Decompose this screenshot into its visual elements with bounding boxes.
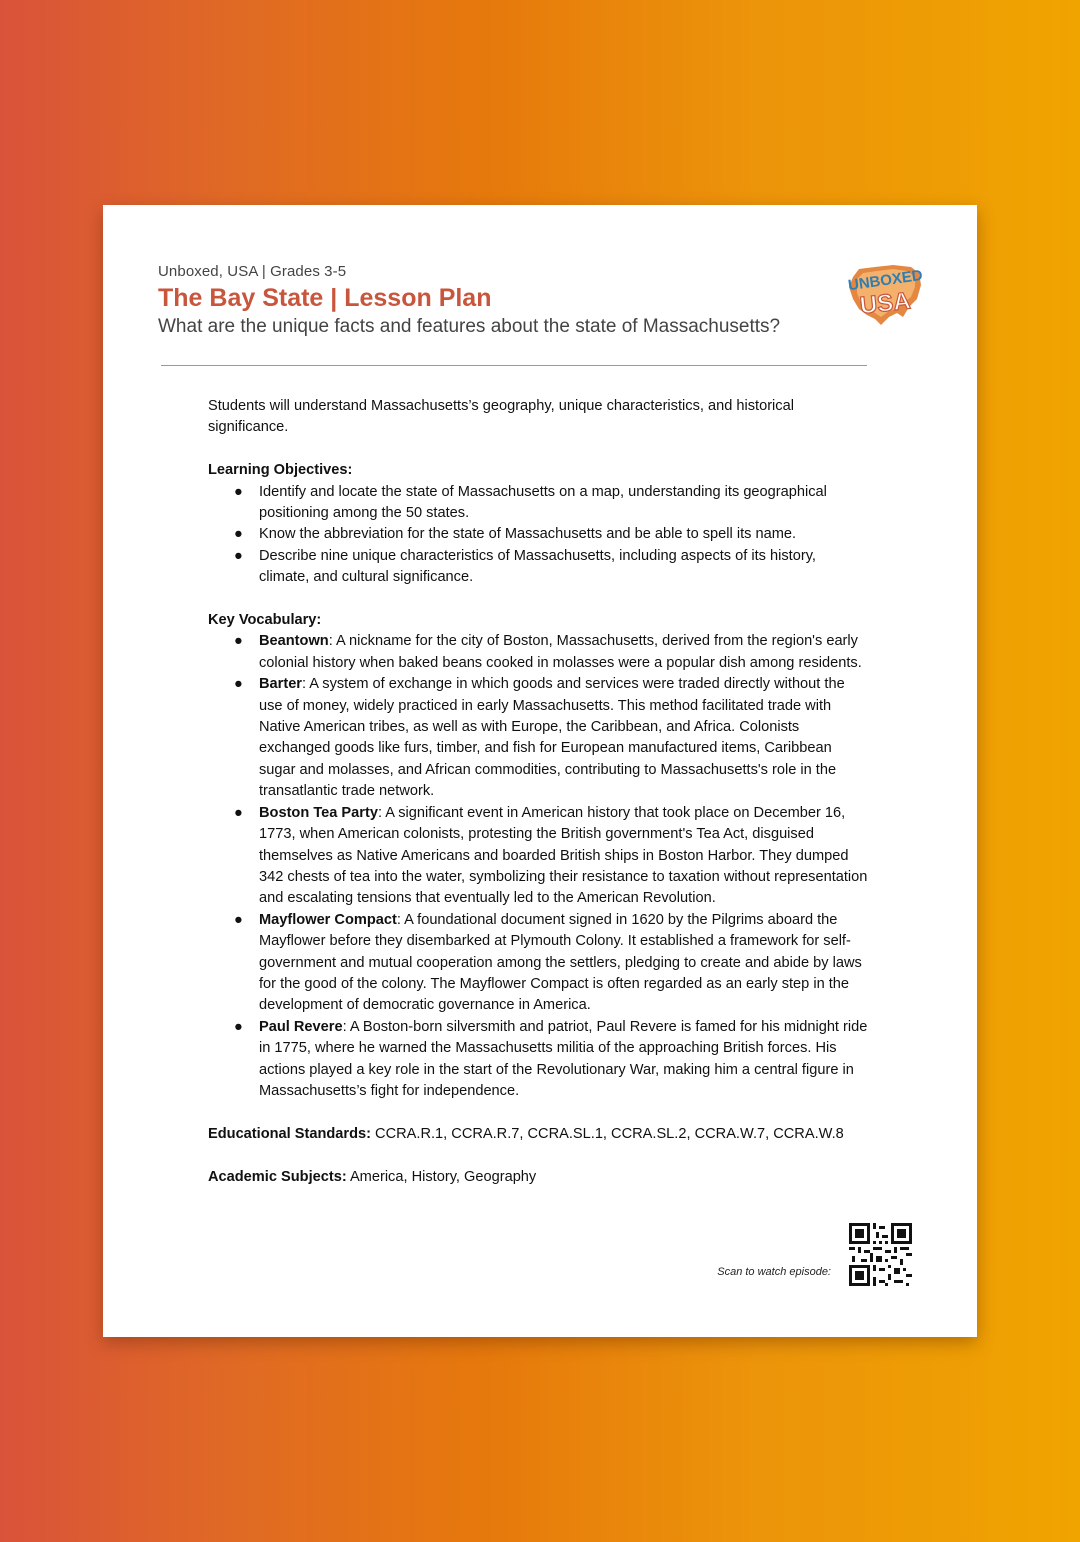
qr-code-icon	[849, 1223, 912, 1286]
header-divider	[161, 365, 867, 366]
vocab-term: Barter	[259, 676, 302, 693]
bullet-icon: ●	[234, 483, 243, 500]
vocab-term: Boston Tea Party	[259, 804, 378, 821]
vocab-item	[234, 803, 870, 910]
vocab-term: Beantown	[259, 633, 329, 650]
vocab-definition: : A significant event in American history that took place on December 16, 1773, when American colonists, protesting the British government's Tea Act, disguised themselves as Native Americans and boarded British ships in Boston Harbor. They dumped 342 chests of tea into the water, symbolizing their resistance to taxation without representation and escalating tensions that eventually led to the American Revolution.	[259, 804, 868, 907]
bullet-icon: ●	[234, 911, 243, 928]
subjects-label: Academic Subjects:	[208, 1168, 347, 1185]
header-subtitle: Unboxed, USA | Grades 3-5	[158, 263, 347, 280]
vocabulary-heading: Key Vocabulary:	[208, 612, 322, 629]
lesson-plan-page	[103, 205, 977, 1337]
vocab-definition: : A system of exchange in which goods and services were traded directly without the use of money, widely practiced in early Massachusetts. This method facilitated trade with Native American tribes, as well as with Europe, the Caribbean, and Africa. Colonists exchanged goods like furs, timber, and fish for European manufactured items, Caribbean sugar and molasses, and African commodities, contributing to Massachusetts's role in the transatlantic trade network.	[259, 676, 845, 800]
header	[158, 263, 838, 338]
subjects-value: America, History, Geography	[346, 1168, 537, 1185]
vocab-term: Mayflower Compact	[259, 911, 397, 928]
objectives-list	[208, 482, 870, 589]
vocab-term: Paul Revere	[259, 1018, 343, 1035]
vocab-item	[234, 631, 870, 674]
objectives-heading: Learning Objectives:	[208, 462, 353, 479]
svg-text:UNBOXED: UNBOXED	[847, 266, 924, 295]
vocab-item	[234, 1017, 870, 1103]
qr-code[interactable]	[849, 1223, 912, 1286]
vocab-item	[234, 674, 870, 802]
qr-caption: Scan to watch episode:	[717, 1266, 831, 1278]
bullet-icon: ●	[234, 633, 243, 650]
vocab-item	[234, 910, 870, 1017]
unboxed-usa-logo	[845, 255, 927, 333]
bullet-icon: ●	[234, 526, 243, 543]
vocab-definition: : A nickname for the city of Boston, Massachusetts, derived from the region's early colonial history when baked beans cooked in molasses were a popular dish among residents.	[259, 633, 862, 671]
intro-text: Students will understand Massachusetts’s geography, unique characteristics, and historical significance.	[208, 398, 794, 436]
usa-map-logo-icon	[845, 255, 927, 333]
standards-label: Educational Standards:	[208, 1125, 371, 1142]
page-title: The Bay State | Lesson Plan	[158, 284, 492, 312]
bullet-icon: ●	[234, 1018, 243, 1035]
academic-subjects	[208, 1167, 870, 1188]
vocab-definition: : A Boston-born silversmith and patriot, Paul Revere is famed for his midnight ride in 1775, where he warned the Massachusetts militia of the approaching British forces. His actions played a key role in the start of the Revolutionary War, making him a central figure in Massachusetts’s fight for independence.	[259, 1018, 868, 1099]
essential-question: What are the unique facts and features about the state of Massachusetts?	[158, 316, 781, 337]
list-item: ● Describe nine unique characteristics of Massachusetts, including aspects of its history, climate, and cultural significance.	[234, 547, 816, 586]
bullet-icon: ●	[234, 676, 243, 693]
bullet-icon: ●	[234, 547, 243, 564]
lesson-content	[208, 396, 870, 1188]
educational-standards	[208, 1124, 870, 1145]
standards-value: CCRA.R.1, CCRA.R.7, CCRA.SL.1, CCRA.SL.2, CCRA.W.7, CCRA.W.8	[371, 1125, 844, 1142]
list-item: ● Identify and locate the state of Massachusetts on a map, understanding its geographical positioning among the 50 states.	[234, 483, 827, 522]
vocabulary-list	[208, 631, 870, 1102]
list-item: ● Know the abbreviation for the state of Massachusetts and be able to spell its name.	[259, 524, 870, 545]
vocab-definition: : A foundational document signed in 1620 by the Pilgrims aboard the Mayflower before they disembarked at Plymouth Colony. It established a framework for self-government and mutual cooperation among the settlers, pledging to create and abide by laws for the good of the colony. The Mayflower Compact is often regarded as an early step in the development of democratic governance in America.	[259, 911, 862, 1014]
svg-text:USA: USA	[858, 287, 912, 320]
bullet-icon: ●	[234, 804, 243, 821]
